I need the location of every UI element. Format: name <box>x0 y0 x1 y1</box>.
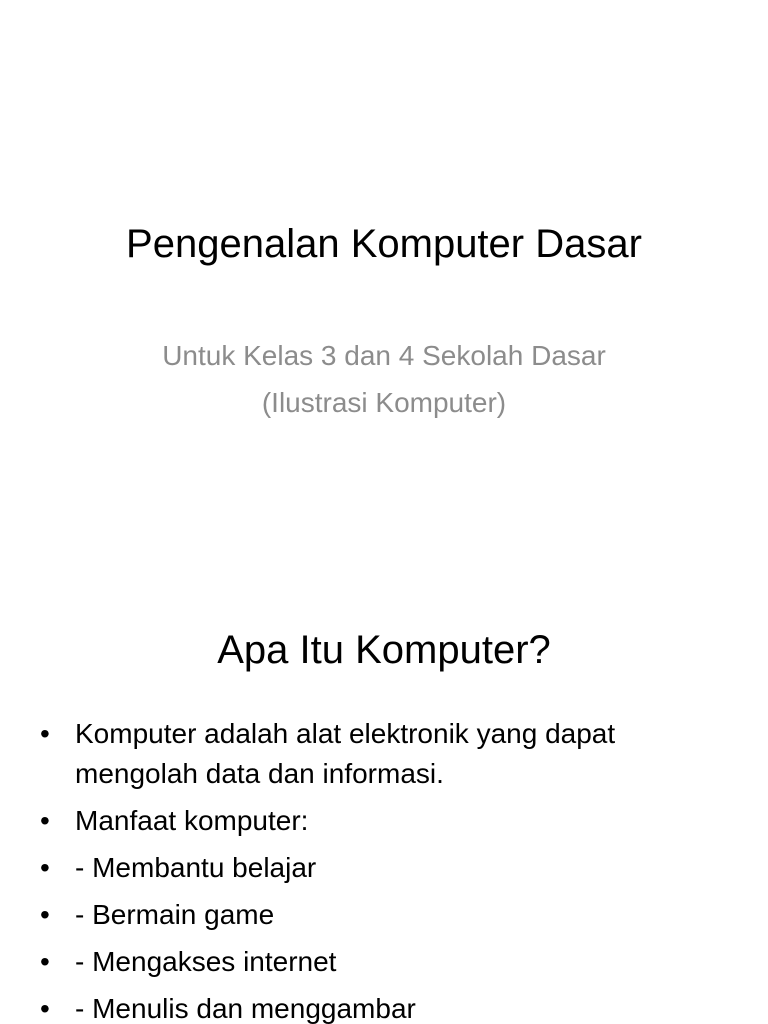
bullet-text: - Membantu belajar <box>75 852 317 883</box>
bullet-text: Komputer adalah alat elektronik yang dapat mengolah data dan informasi. <box>75 718 616 789</box>
slide-what-is-computer <box>0 576 768 1024</box>
bullet-item <box>38 801 738 841</box>
bullet-item <box>38 895 738 935</box>
bullet-item <box>38 942 738 982</box>
bullet-text: - Bermain game <box>75 899 275 930</box>
bullet-dot-icon: • <box>40 852 50 883</box>
bullet-list <box>38 714 738 1024</box>
bullet-text: Manfaat komputer: <box>75 805 309 836</box>
bullet-dot-icon: • <box>40 718 50 749</box>
slide-title-heading: Pengenalan Komputer Dasar <box>126 222 642 266</box>
subtitle-line: Untuk Kelas 3 dan 4 Sekolah Dasar <box>162 340 606 371</box>
subtitle-line: (Ilustrasi Komputer) <box>261 387 507 418</box>
bullet-text: - Mengakses internet <box>75 946 337 977</box>
bullet-text: - Menulis dan menggambar <box>75 993 416 1024</box>
bullet-dot-icon: • <box>40 805 50 836</box>
slide-subtitle <box>0 332 768 426</box>
bullet-item <box>38 989 738 1024</box>
bullet-item <box>38 848 738 888</box>
bullet-item <box>38 714 738 794</box>
slide-heading: Apa Itu Komputer? <box>217 628 551 672</box>
bullet-dot-icon: • <box>40 899 50 930</box>
bullet-dot-icon: • <box>40 993 50 1024</box>
bullet-dot-icon: • <box>40 946 50 977</box>
